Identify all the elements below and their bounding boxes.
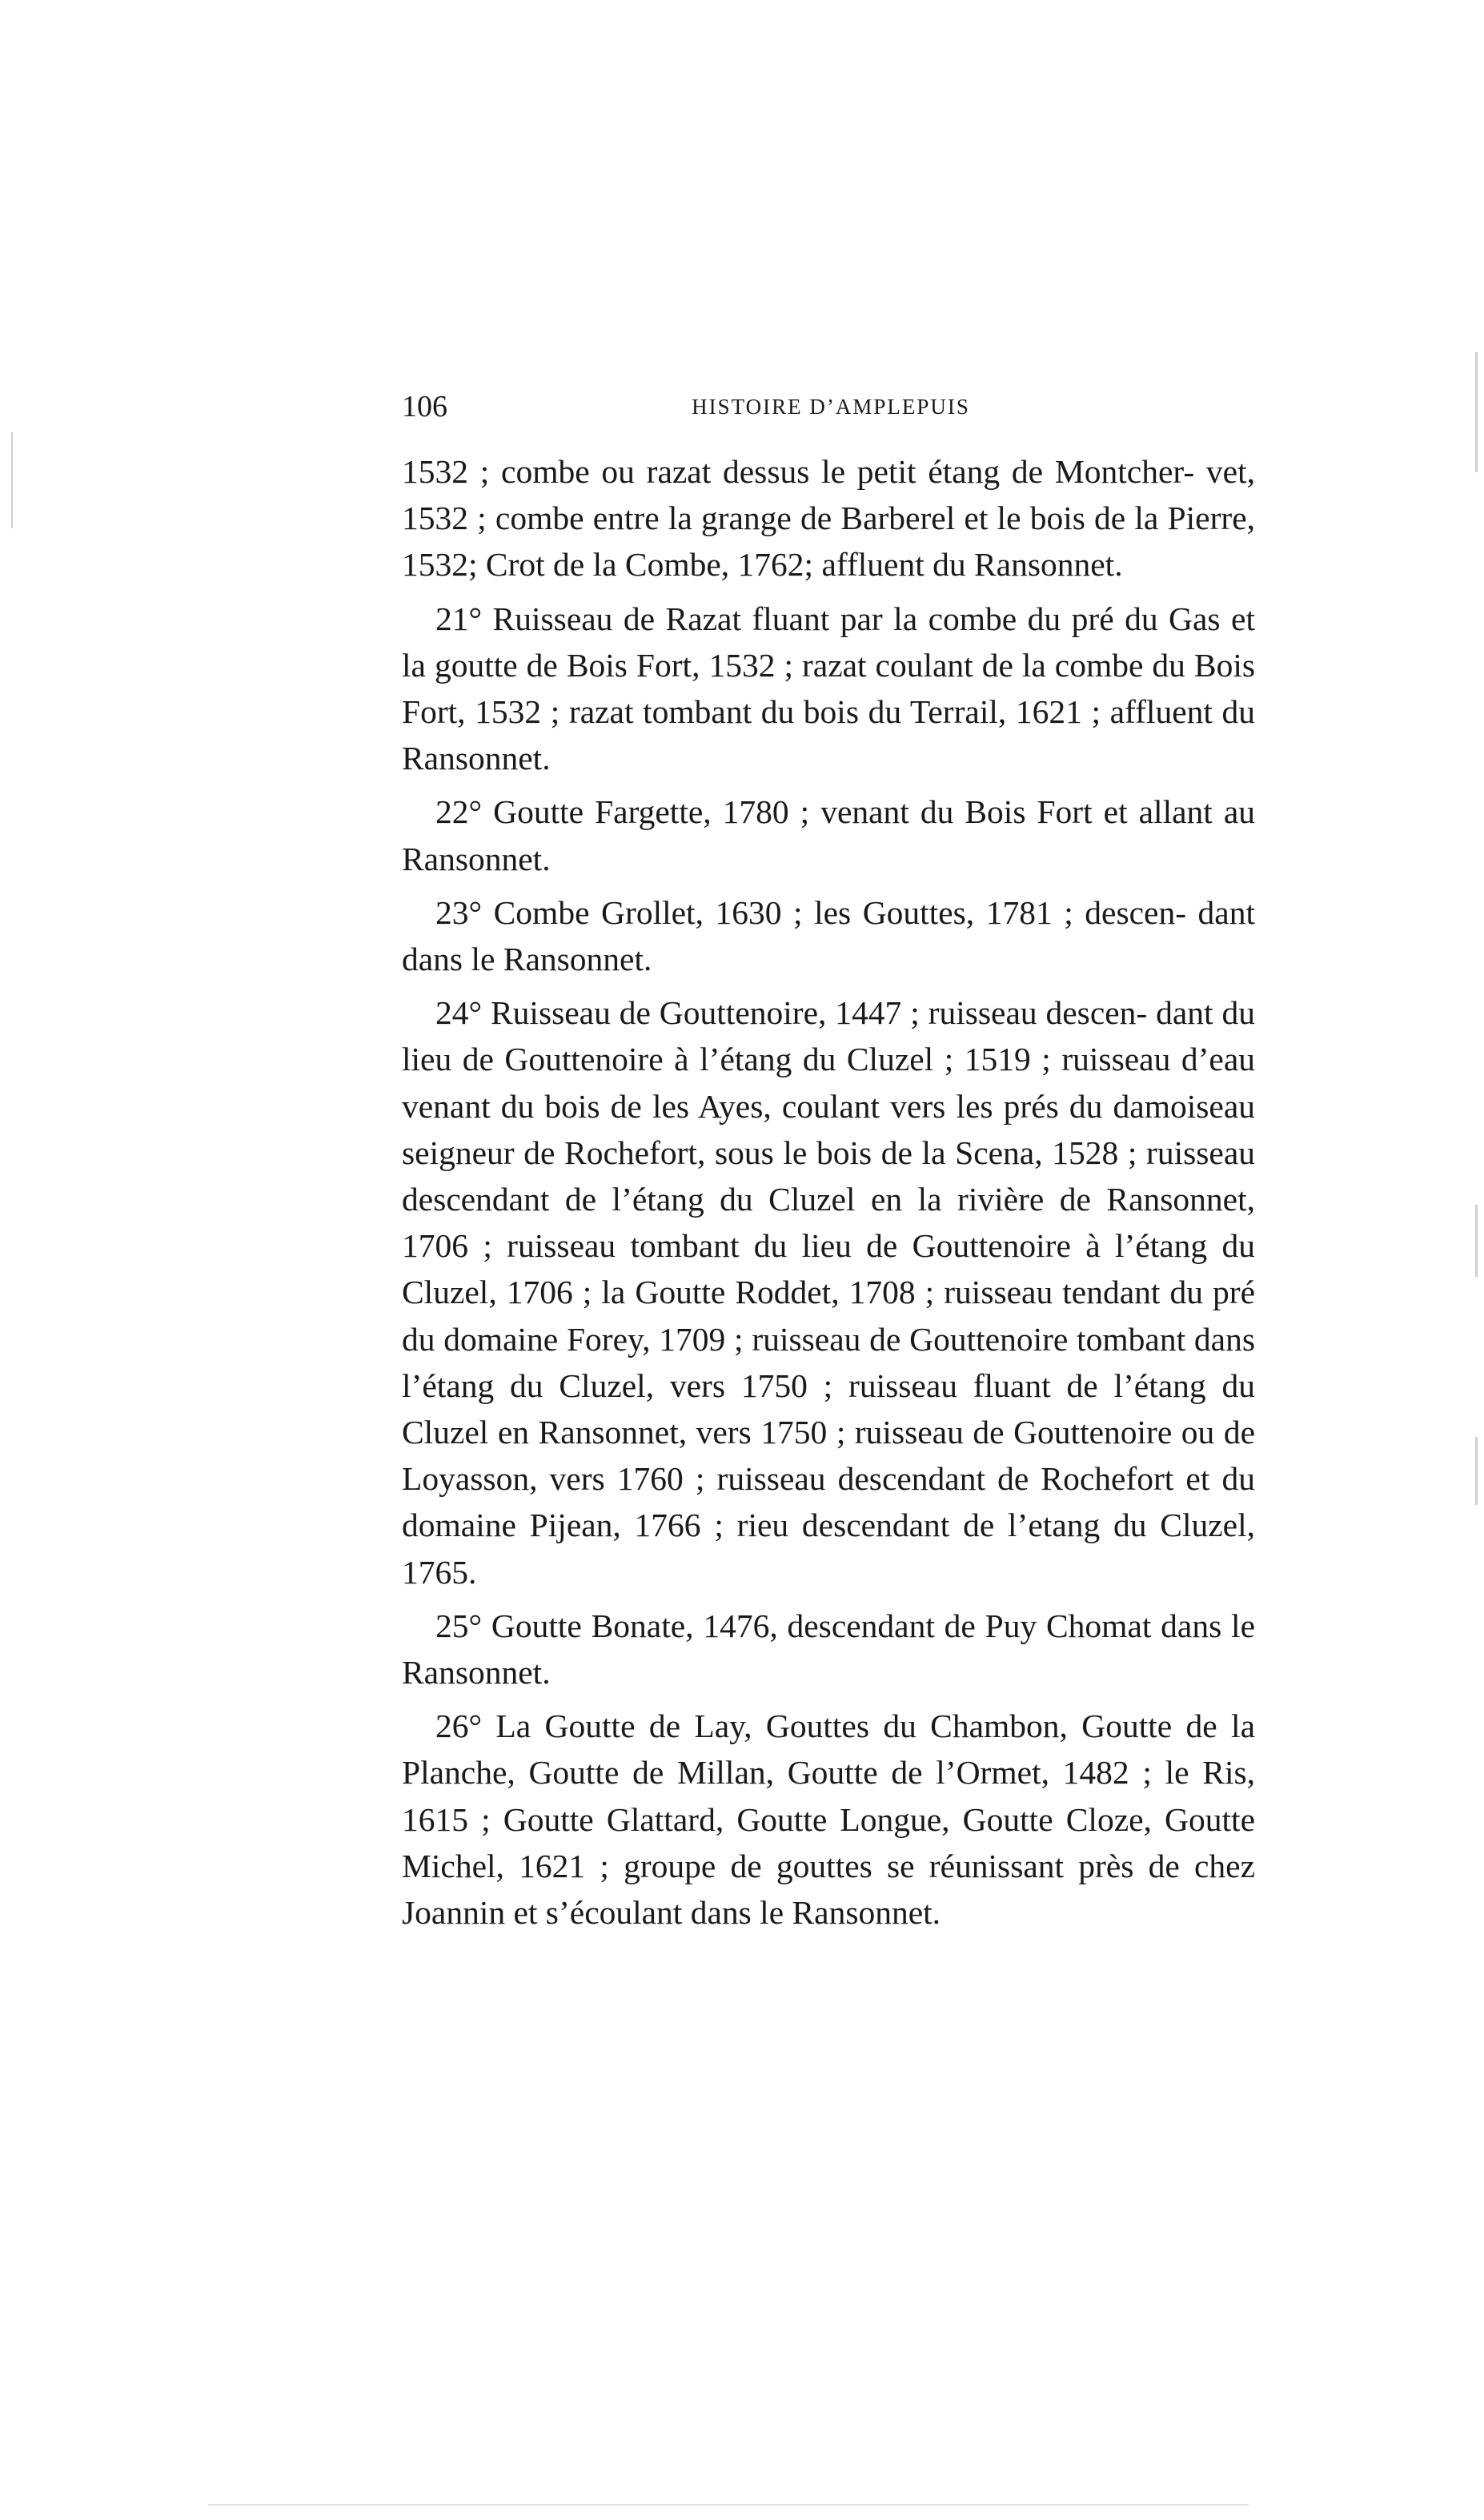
paragraph-entry-23: 23° Combe Grollet, 1630 ; les Gouttes, 1781 ; descen- dant dans le Ransonnet. <box>402 893 1255 978</box>
scan-edge-mark <box>1475 1205 1478 1277</box>
paragraph-entry-25: 25° Goutte Bonate, 1476, descendant de Puy Chomat dans le Ransonnet. <box>402 1607 1255 1691</box>
running-title: HISTOIRE D’AMPLEPUIS <box>692 395 970 419</box>
page-header <box>402 383 1260 431</box>
paragraph-entry-24: 24° Ruisseau de Gouttenoire, 1447 ; ruisseau descen- dant du lieu de Gouttenoire à l’étang du Cluzel ; 1519 ; ruisseau d’eau venant du bois de les Ayes, coulant vers les prés du damoiseau seigneur de Rochefort, sous le bois de la Scena, 1528 ; ruisseau descendant de l’étang du Cluzel en la rivière de Ransonnet, 1706 ; ruisseau tombant du lieu de Gouttenoire à l’étang du Cluzel, 1706 ; la Goutte Roddet, 1708 ; ruisseau tendant du pré du domaine Forey, 1709 ; ruisseau de Gouttenoire tombant dans l’étang du Cluzel, vers 1750 ; ruisseau fluant de l’étang du Cluzel en Ransonnet, vers 1750 ; ruisseau de Gouttenoire ou de Loyasson, vers 1760 ; ruisseau descendant de Rochefort et du domaine Pijean, 1766 ; rieu descendant de l’etang du Cluzel, 1765. <box>402 994 1255 1591</box>
paragraph-entry-21: 21° Ruisseau de Razat fluant par la combe du pré du Gas et la goutte de Bois Fort, 1532 ; razat coulant de la combe du Bois Fort, 1532 ; razat tombant du bois du Terrail, 1621 ; affluent du Ransonnet. <box>402 600 1255 777</box>
paragraph-entry-22: 22° Goutte Fargette, 1780 ; venant du Bois Fort et allant au Ransonnet. <box>402 793 1255 877</box>
paragraph-entry-26: 26° La Goutte de Lay, Gouttes du Chambon, Goutte de la Planche, Goutte de Millan, Goutte de l’Ormet, 1482 ; le Ris, 1615 ; Goutte Glattard, Goutte Longue, Goutte Cloze, Goutte Michel, 1621 ; groupe de gouttes se réunissant près de chez Joannin et s’écoulant dans le Ransonnet. <box>402 1707 1255 1932</box>
body-text <box>402 448 1255 1943</box>
scan-edge-mark <box>208 2504 1249 2506</box>
paragraph-continuation: 1532 ; combe ou razat dessus le petit étang de Montcher- vet, 1532 ; combe entre la grange de Barberel et le bois de la Pierre, 1532; Crot de la Combe, 1762; affluent du Ransonnet. <box>402 453 1255 584</box>
scan-edge-mark <box>11 432 13 528</box>
page-number: 106 <box>402 390 447 423</box>
scan-edge-mark <box>1475 352 1478 472</box>
scan-edge-mark <box>1475 1437 1478 1505</box>
